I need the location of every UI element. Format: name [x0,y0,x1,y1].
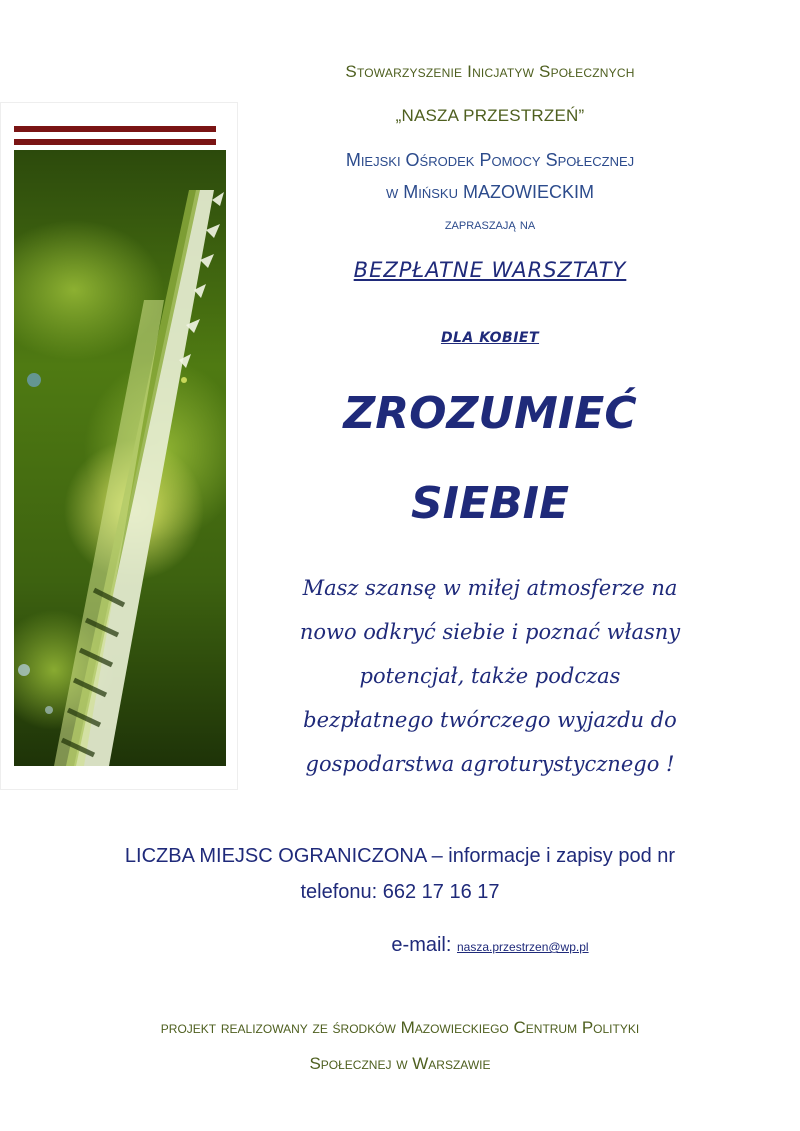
footer-funding-location: Społecznej w Warszawie [309,1054,491,1073]
description-line: gospodarstwa agroturystycznego ! [305,752,675,776]
invite-text: zapraszają na [444,216,536,233]
description-line: Masz szansę w miłej atmosferze na [302,576,678,600]
decorative-bar-top [14,126,216,132]
decorative-bar-bottom [14,139,216,145]
organization-subname: „NASZA PRZESTRZEŃ” [395,106,585,125]
event-audience: DLA KOBIET [440,330,540,346]
email-label: e-mail: [391,934,457,956]
event-title-line1: ZROZUMIEĆ [343,388,637,439]
contact-email-row [240,934,740,957]
event-title-line2: SIEBIE [410,478,570,529]
organization-name: Stowarzyszenie Inicjatyw Społecznych [345,62,635,81]
description-line: potencjał, także podczas [359,664,621,688]
description-line: bezpłatnego twórczego wyjazdu do [303,708,677,732]
contact-info: LICZBA MIEJSC OGRANICZONA – informacje i zapisy pod nr [124,845,676,867]
partner-location: w Mińsku MAZOWIECKIM [386,182,594,202]
description-line: nowo odkryć siebie i poznać własny [299,620,681,644]
partner-name: Miejski Ośrodek Pomocy Społecznej [345,150,635,170]
grass-leaf-photo-image [14,150,226,766]
event-type: BEZPŁATNE WARSZTATY [353,258,627,282]
email-link[interactable]: nasza.przestrzen@wp.pl [457,940,589,954]
footer-funding: projekt realizowany ze środków Mazowieckiego Centrum Polityki [160,1018,640,1037]
contact-phone: telefonu: 662 17 16 17 [300,881,500,903]
